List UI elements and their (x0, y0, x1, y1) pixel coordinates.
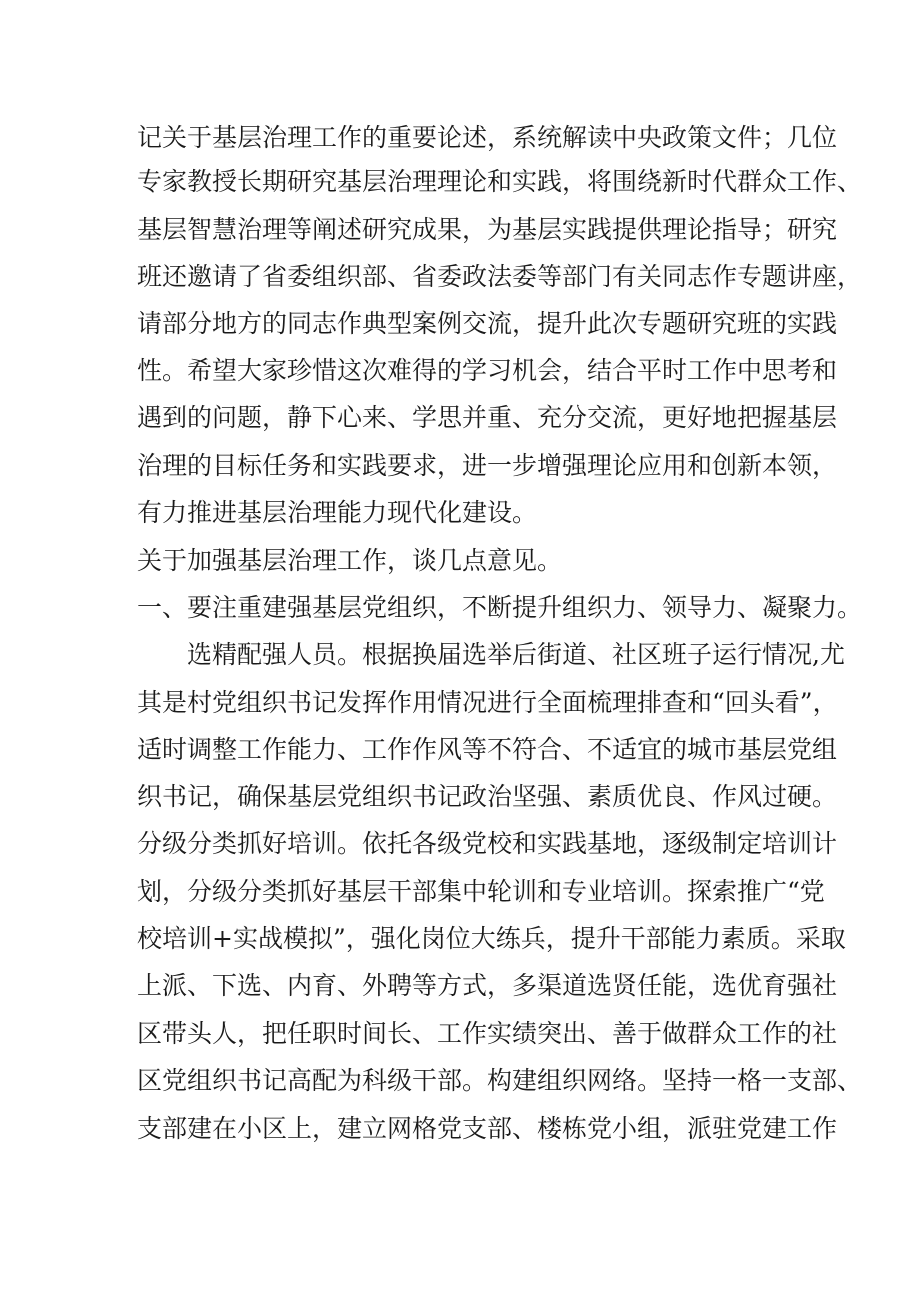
text-line: 校培训+实战模拟”，强化岗位大练兵，提升干部能力素质。采取 (137, 924, 846, 953)
text-line: 班还邀请了省委组织部、省委政法委等部门有关同志作专题讲座， (137, 262, 863, 291)
text-line: 区党组织书记高配为科级干部。构建组织网络。坚持一格一支部、 (137, 1066, 863, 1095)
text-line: 请部分地方的同志作典型案例交流，提升此次专题研究班的实践 (137, 309, 838, 338)
text-line: 区带头人，把任职时间长、工作实绩突出、善于做群众工作的社 (137, 1019, 838, 1048)
text-line: 分级分类抓好培训。依托各级党校和实践基地，逐级制定培训计 (137, 829, 838, 858)
text-line: 记关于基层治理工作的重要论述，系统解读中央政策文件；几位 (137, 123, 838, 152)
text-line: 基层智慧治理等阐述研究成果，为基层实践提供理论指导；研究 (137, 215, 838, 244)
text-line: 支部建在小区上，建立网格党支部、楼栋党小组，派驻党建工作 (137, 1114, 838, 1143)
text-line: 遇到的问题，静下心来、学思并重、充分交流，更好地把握基层 (137, 403, 838, 432)
text-line: 织书记，确保基层党组织书记政治坚强、素质优良、作风过硬。 (137, 782, 838, 811)
section-heading: 一、要注重建强基层党组织，不断提升组织力、领导力、凝聚力。 (137, 593, 863, 622)
text-line: 性。希望大家珍惜这次难得的学习机会，结合平时工作中思考和 (137, 356, 838, 385)
text-line: 有力推进基层治理能力现代化建设。 (137, 498, 538, 527)
text-line: 专家教授长期研究基层治理理论和实践，将围绕新时代群众工作、 (137, 167, 863, 196)
text-line: 划，分级分类抓好基层干部集中轮训和专业培训。探索推广“党 (137, 877, 825, 906)
text-line: 其是村党组织书记发挥作用情况进行全面梳理排查和“回头看”， (137, 688, 838, 717)
text-line: 适时调整工作能力、工作作风等不符合、不适宜的城市基层党组 (137, 735, 838, 764)
text-line: 关于加强基层治理工作，谈几点意见。 (137, 546, 563, 575)
text-line: 选精配强人员。根据换届选举后街道、社区班子运行情况,尤 (187, 640, 845, 669)
text-line: 上派、下选、内育、外聘等方式，多渠道选贤任能，选优育强社 (137, 971, 838, 1000)
text-line: 治理的目标任务和实践要求，进一步增强理论应用和创新本领， (137, 451, 838, 480)
